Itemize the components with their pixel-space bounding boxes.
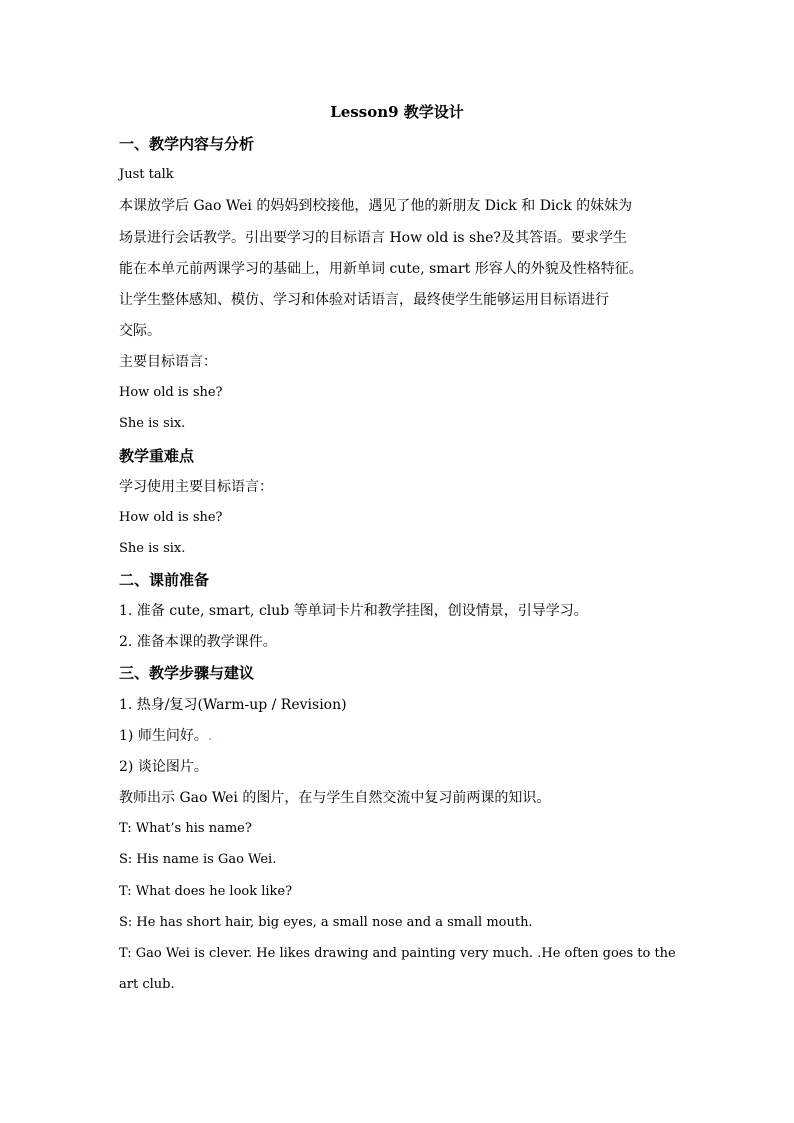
dialogue-line-5: T: Gao Wei is clever. He likes drawing and painting very much. .He often goes to the: [119, 946, 676, 961]
section-heading-teaching-steps: 三、教学步骤与建议: [119, 664, 255, 682]
subtitle-just-talk: Just talk: [119, 167, 174, 182]
difficulty-answer: She is six.: [119, 541, 186, 556]
paragraph-line-2: 场景进行会话教学。引出要学习的目标语言 How old is she?及其答语。要求学生: [119, 230, 627, 246]
difficulty-question: How old is she?: [119, 510, 223, 525]
dialogue-line-3: T: What does he look like?: [119, 884, 293, 899]
section-heading-key-difficulties: 教学重难点: [119, 447, 195, 465]
preparation-item-1: 1. 准备 cute, smart, club 等单词卡片和教学挂图，创设情景，引导学习。: [119, 603, 588, 619]
section-heading-content-analysis: 一、教学内容与分析: [119, 135, 255, 153]
document-title: Lesson9 教学设计: [330, 103, 464, 121]
paragraph-line-3: 能在本单元前两课学习的基础上，用新单词 cute, smart 形容人的外貌及性格特征。: [119, 261, 643, 277]
dialogue-line-1: T: What’s his name?: [119, 821, 252, 836]
target-question: How old is she?: [119, 385, 223, 400]
substep-talk-pictures: 2) 谈论图片。: [119, 759, 208, 775]
substep-greeting: 1) 师生问好。.: [119, 728, 213, 744]
preparation-item-2: 2. 准备本课的教学课件。: [119, 634, 277, 650]
paragraph-line-1: 本课放学后 Gao Wei 的妈妈到校接他，遇见了他的新朋友 Dick 和 Dick 的妹妹为: [119, 198, 633, 214]
section-heading-preparation: 二、课前准备: [119, 571, 210, 589]
paragraph-line-5: 交际。: [119, 323, 161, 339]
dialogue-line-2: S: His name is Gao Wei.: [119, 852, 277, 867]
difficulty-label: 学习使用主要目标语言：: [119, 479, 273, 495]
step-description: 教师出示 Gao Wei 的图片，在与学生自然交流中复习前两课的知识。: [119, 790, 551, 806]
step-warm-up: 1. 热身/复习(Warm-up / Revision): [119, 697, 347, 713]
stray-dot: .: [207, 728, 213, 744]
target-answer: She is six.: [119, 416, 186, 431]
dialogue-line-6: art club.: [119, 977, 175, 992]
dialogue-line-4: S: He has short hair, big eyes, a small nose and a small mouth.: [119, 915, 533, 930]
paragraph-line-4: 让学生整体感知、模仿、学习和体验对话语言，最终使学生能够运用目标语进行: [119, 292, 609, 308]
target-language-label: 主要目标语言：: [119, 354, 217, 370]
